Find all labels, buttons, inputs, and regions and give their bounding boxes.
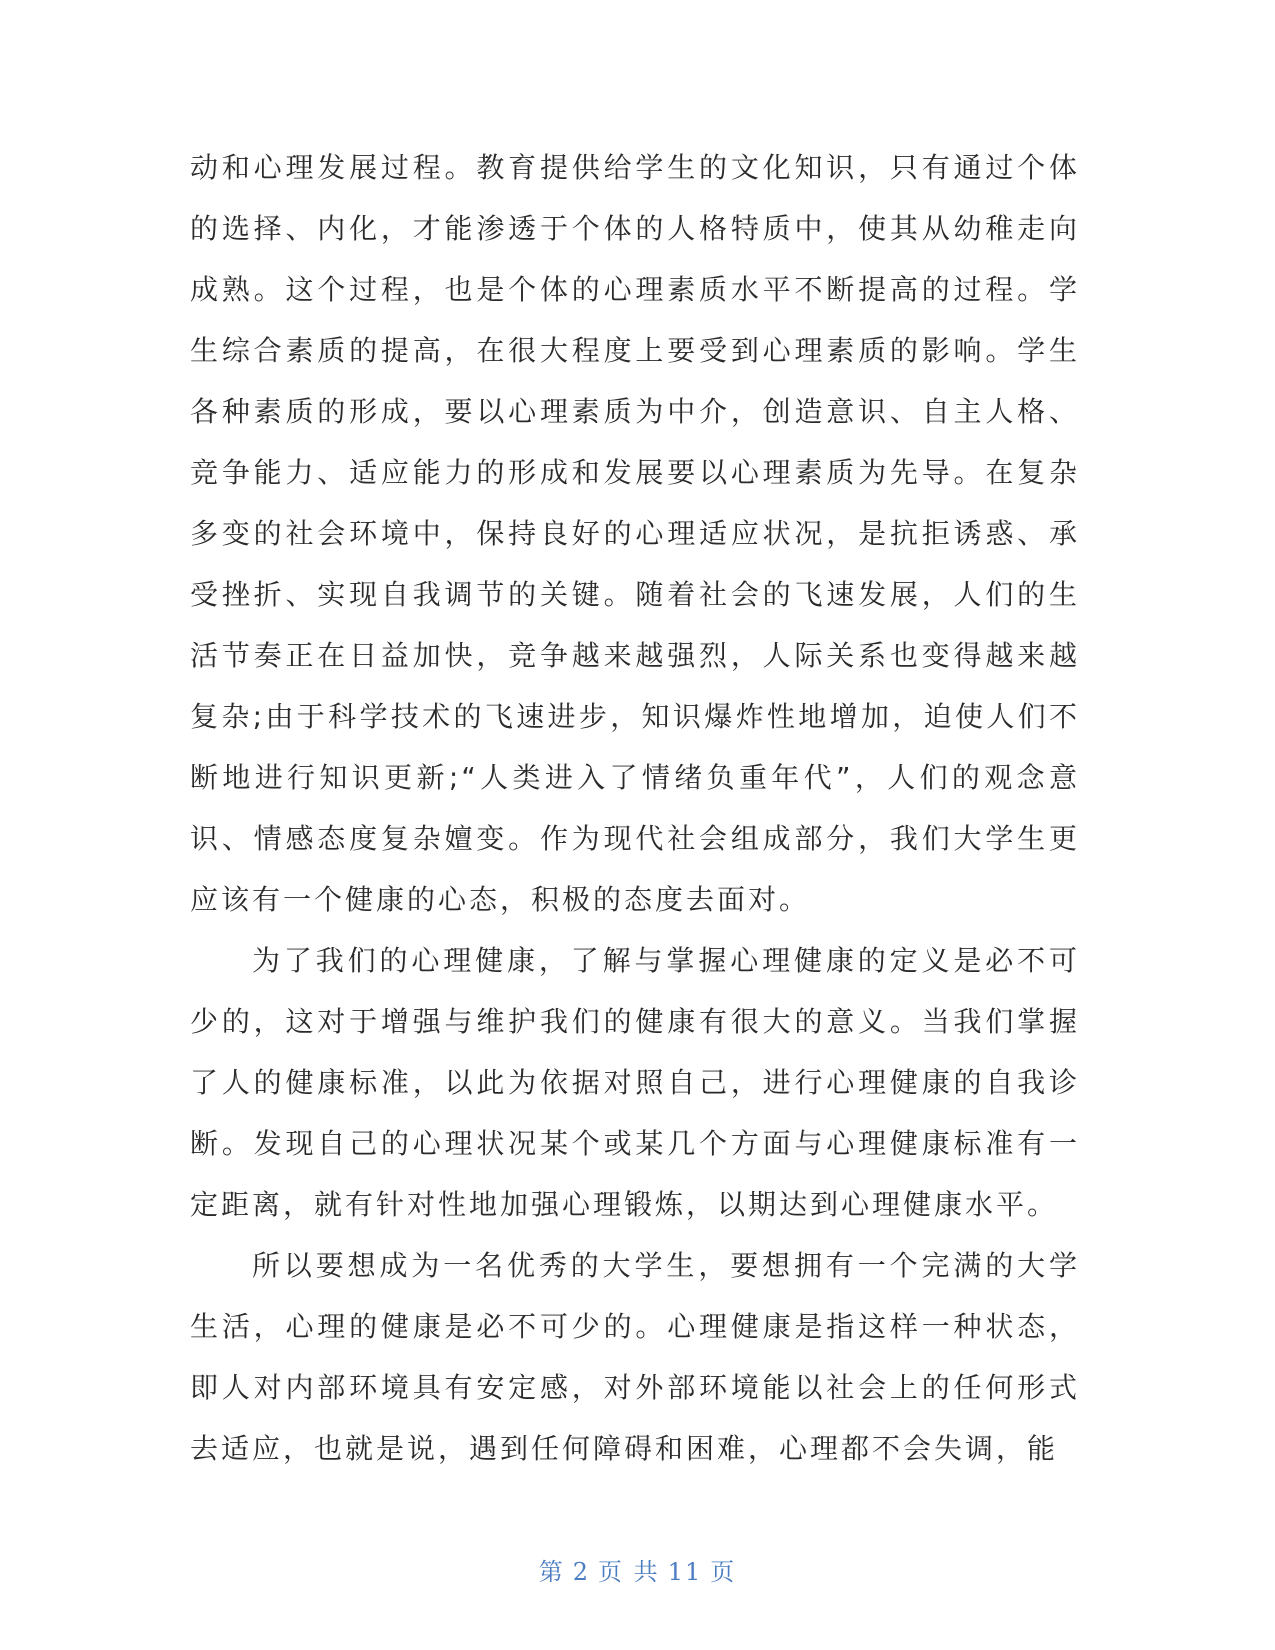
footer-suffix: 页 [710, 1558, 737, 1586]
footer-prefix: 第 [538, 1558, 565, 1586]
footer-middle: 页 共 [598, 1558, 660, 1586]
total-pages-number: 11 [667, 1558, 703, 1586]
paragraph-1: 动和心理发展过程。教育提供给学生的文化知识，只有通过个体的选择、内化，才能渗透于个体的人格特质中，使其从幼稚走向成熟。这个过程，也是个体的心理素质水平不断提高的过程。学生综合素质的提高，在很大程度上要受到心理素质的影响。学生各种素质的形成，要以心理素质为中介，创造意识、自主人格、竞争能力、适应能力的形成和发展要以心理素质为先导。在复杂多变的社会环境中，保持良好的心理适应状况，是抗拒诱惑、承受挫折、实现自我调节的关键。随着社会的飞速发展，人们的生活节奏正在日益加快，竞争越来越强烈，人际关系也变得越来越复杂;由于科学技术的飞速进步，知识爆炸性地增加，迫使人们不断地进行知识更新;“人类进入了情绪负重年代”，人们的观念意识、情感态度复杂嬗变。作为现代社会组成部分，我们大学生更应该有一个健康的心态，积极的态度去面对。 [190, 151, 1080, 916]
current-page-number: 2 [572, 1558, 591, 1586]
paragraph-2: 为了我们的心理健康，了解与掌握心理健康的定义是必不可少的，这对于增强与维护我们的健康有很大的意义。当我们掌握了人的健康标准，以此为依据对照自己，进行心理健康的自我诊断。发现自己的心理状况某个或某几个方面与心理健康标准有一定距离，就有针对性地加强心理锻炼，以期达到心理健康水平。 [190, 944, 1080, 1221]
document-body [190, 137, 1080, 1479]
page-footer [0, 1552, 1275, 1587]
paragraph-3: 所以要想成为一名优秀的大学生，要想拥有一个完满的大学生活，心理的健康是必不可少的。心理健康是指这样一种状态，即人对内部环境具有安定感，对外部环境能以社会上的任何形式去适应，也就是说，遇到任何障碍和困难，心理都不会失调，能 [190, 1249, 1080, 1465]
